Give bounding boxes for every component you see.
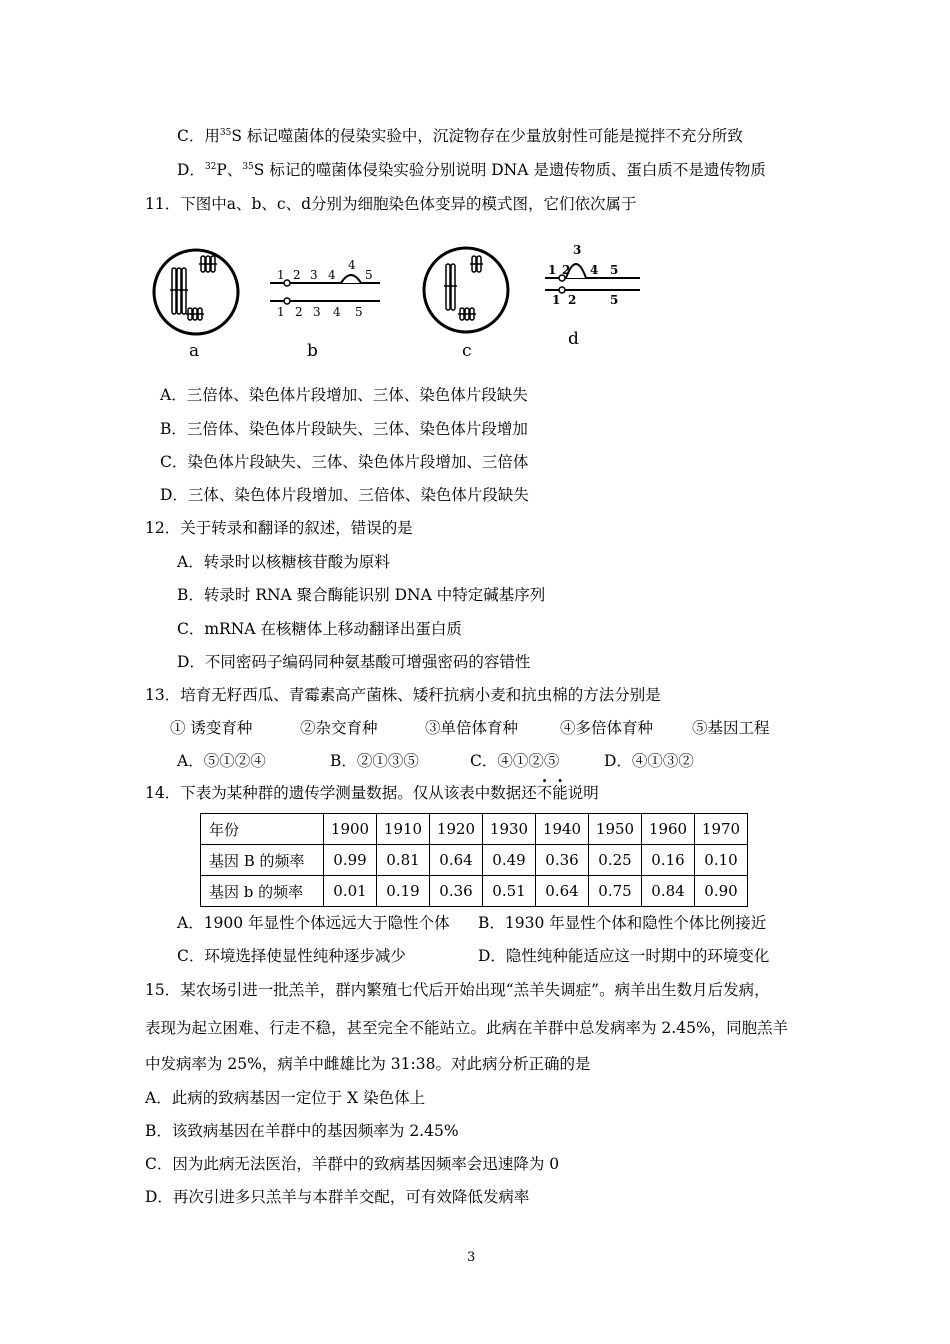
figure-label-c: c (462, 341, 472, 361)
table-cell: 0.84 (642, 876, 695, 907)
table-cell: 0.81 (377, 845, 430, 876)
q15-stem-line-2: 表现为起立困难、行走不稳，甚至完全不能站立。此病在羊群中总发病率为 2.45%，同胞羔羊 (145, 1019, 789, 1037)
table-cell: 0.16 (642, 845, 695, 876)
page-number: 3 (467, 1250, 476, 1265)
table-header-row (201, 814, 748, 845)
q13-option-d: D．④①③② (604, 752, 694, 770)
q14-stem: 14．下表为某种群的遗传学测量数据。仅从该表中数据还不能说明 (145, 784, 599, 802)
d-bottom-1: 1 (552, 293, 561, 307)
d-top-4: 4 (590, 263, 599, 277)
q12-option-b: B．转录时 RNA 聚合酶能识别 DNA 中特定碱基序列 (177, 586, 546, 604)
b-bottom-4: 4 (333, 305, 341, 319)
table-cell: 0.19 (377, 876, 430, 907)
q12-stem: 12．关于转录和翻译的叙述，错误的是 (145, 519, 413, 537)
q15-option-b: B．该致病基因在羊群中的基因频率为 2.45% (145, 1122, 459, 1140)
table-row (201, 876, 748, 907)
q13-method-4: ④多倍体育种 (560, 719, 654, 737)
figure-a-cell-diagram (150, 238, 242, 348)
q10-option-c: C．用$^{35}$S 标记噬菌体的侵染实验中，沉淀物存在少量放射性可能是搅拌不充分所致 (177, 127, 743, 145)
table-cell: 0.64 (430, 845, 483, 876)
q13-stem: 13．培育无籽西瓜、青霉素高产菌株、矮秆抗病小麦和抗虫棉的方法分别是 (145, 686, 661, 704)
d-top-1: 1 (548, 263, 557, 277)
q10-option-d: D．$^{32}$P、$^{35}$S 标记的噬菌体侵染实验分别说明 DNA 是遗传物质、蛋白质不是遗传物质 (177, 161, 766, 179)
table-year: 1900 (324, 814, 377, 845)
q12-option-c: C．mRNA 在核糖体上移动翻译出蛋白质 (177, 620, 462, 638)
table-year: 1970 (695, 814, 748, 845)
q12-option-a: A．转录时以核糖核苷酸为原料 (177, 553, 390, 571)
b-bottom-5: 5 (355, 305, 363, 319)
q13-method-5: ⑤基因工程 (692, 719, 770, 737)
q14-option-d: D．隐性纯种能适应这一时期中的环境变化 (478, 947, 770, 965)
table-cell: 0.10 (695, 845, 748, 876)
q14-option-c: C．环境选择使显性纯种逐步减少 (177, 947, 406, 965)
q14-option-b: B．1930 年显性个体和隐性个体比例接近 (478, 914, 767, 932)
q13-option-b: B．②①③⑤ (330, 752, 419, 770)
table-year: 1920 (430, 814, 483, 845)
b-top-4b: 4 (348, 258, 356, 272)
table-cell: 0.25 (589, 845, 642, 876)
figure-d-chromosome-diagram (540, 240, 650, 310)
d-top-5: 5 (610, 263, 619, 277)
q15-option-d: D．再次引进多只羔羊与本群羊交配，可有效降低发病率 (145, 1188, 530, 1206)
b-top-5: 5 (365, 268, 373, 282)
d-top-3: 3 (573, 243, 582, 257)
q15-stem-line-1: 15．某农场引进一批羔羊，群内繁殖七代后开始出现“羔羊失调症”。病羊出生数月后发病， (145, 981, 770, 999)
b-top-4: 4 (328, 268, 336, 282)
b-top-2: 2 (293, 268, 301, 282)
figure-label-d: d (568, 329, 579, 349)
table-year: 1930 (483, 814, 536, 845)
d-top-2: 2 (562, 263, 571, 277)
q11-option-c: C．染色体片段缺失、三体、染色体片段增加、三倍体 (160, 453, 529, 471)
table-cell: 0.01 (324, 876, 377, 907)
table-cell: 0.90 (695, 876, 748, 907)
q12-option-d: D．不同密码子编码同种氨基酸可增强密码的容错性 (177, 653, 531, 671)
q11-stem: 11．下图中a、b、c、d分别为细胞染色体变异的模式图，它们依次属于 (145, 195, 637, 213)
table-year: 1940 (536, 814, 589, 845)
q13-method-2: ②杂交育种 (300, 719, 378, 737)
d-bottom-5: 5 (610, 293, 619, 307)
b-bottom-1: 1 (277, 305, 285, 319)
q15-stem-line-3: 中发病率为 25%，病羊中雌雄比为 31:38。对此病分析正确的是 (145, 1055, 591, 1073)
q11-option-a: A．三倍体、染色体片段增加、三体、染色体片段缺失 (160, 386, 528, 404)
row-label-gene-b-dominant: 基因 B 的频率 (201, 845, 324, 876)
table-year: 1950 (589, 814, 642, 845)
q11-option-d: D．三体、染色体片段增加、三倍体、染色体片段缺失 (160, 486, 529, 504)
table-cell: 0.36 (430, 876, 483, 907)
table-header-label: 年份 (201, 814, 324, 845)
q13-method-3: ③单倍体育种 (425, 719, 519, 737)
q13-method-1: ① 诱变育种 (170, 719, 253, 737)
q14-option-a: A．1900 年显性个体远远大于隐性个体 (177, 914, 450, 932)
q13-option-c: C．④①②⑤ (470, 752, 560, 770)
b-bottom-2: 2 (295, 305, 303, 319)
figure-b-chromosome-diagram (265, 255, 385, 325)
b-top-3: 3 (310, 268, 318, 282)
table-cell: 0.64 (536, 876, 589, 907)
figure-label-b: b (307, 341, 318, 361)
q13-option-a: A．⑤①②④ (177, 752, 266, 770)
table-year: 1910 (377, 814, 430, 845)
table-cell: 0.99 (324, 845, 377, 876)
b-bottom-3: 3 (313, 305, 321, 319)
gene-frequency-table (200, 813, 748, 907)
table-cell: 0.49 (483, 845, 536, 876)
q11-option-b: B．三倍体、染色体片段缺失、三体、染色体片段增加 (160, 420, 528, 438)
table-row (201, 845, 748, 876)
table-cell: 0.75 (589, 876, 642, 907)
table-year: 1960 (642, 814, 695, 845)
q15-option-a: A．此病的致病基因一定位于 X 染色体上 (145, 1089, 426, 1107)
table-cell: 0.36 (536, 845, 589, 876)
figure-c-cell-diagram (420, 236, 510, 346)
b-top-1: 1 (277, 268, 285, 282)
d-bottom-2: 2 (568, 293, 577, 307)
row-label-gene-b-recessive: 基因 b 的频率 (201, 876, 324, 907)
figure-label-a: a (189, 341, 200, 361)
table-cell: 0.51 (483, 876, 536, 907)
q15-option-c: C．因为此病无法医治，羊群中的致病基因频率会迅速降为 0 (145, 1155, 560, 1173)
